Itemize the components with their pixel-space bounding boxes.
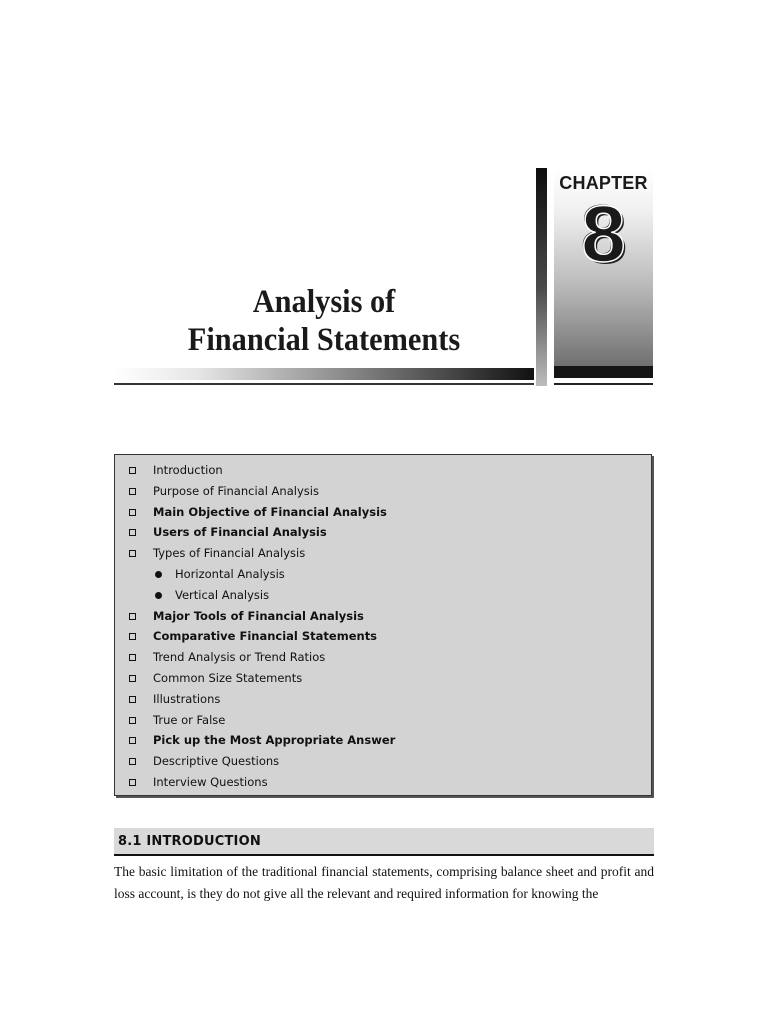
title-thin-rule: [114, 383, 534, 385]
contents-item-label: Horizontal Analysis: [175, 566, 285, 581]
contents-item-label: Illustrations: [153, 691, 221, 706]
chapter-side-bar: [536, 168, 547, 386]
contents-item: [115, 460, 651, 481]
contents-subitem: [115, 585, 651, 606]
square-bullet-icon: [129, 613, 136, 620]
contents-item-label: Introduction: [153, 463, 223, 477]
section-heading-rule: [114, 854, 654, 856]
round-bullet-icon: [155, 592, 162, 599]
contents-item: [115, 481, 651, 502]
contents-item-label: Trend Analysis or Trend Ratios: [153, 650, 326, 665]
contents-item-label: Interview Questions: [153, 774, 268, 789]
chapter-contents-box: [114, 454, 652, 796]
chapter-panel-base: [554, 366, 653, 378]
title-gradient-rule: [114, 368, 534, 380]
square-bullet-icon: [129, 509, 136, 516]
contents-item: [115, 606, 651, 627]
contents-item-label: Types of Financial Analysis: [153, 546, 306, 561]
contents-item: [115, 522, 651, 543]
square-bullet-icon: [129, 696, 136, 703]
contents-item: [115, 689, 651, 710]
contents-item: [115, 647, 651, 668]
square-bullet-icon: [129, 737, 136, 744]
contents-item-label: Descriptive Questions: [153, 754, 280, 769]
contents-item: [115, 668, 651, 689]
contents-item: [115, 543, 651, 564]
contents-item: [115, 626, 651, 647]
chapter-title-line-2: Financial Statements: [187, 322, 461, 358]
square-bullet-icon: [129, 488, 136, 495]
contents-item-label: Pick up the Most Appropriate Answer: [153, 733, 396, 748]
chapter-underline: [554, 383, 653, 385]
square-bullet-icon: [129, 675, 136, 682]
square-bullet-icon: [129, 529, 136, 536]
contents-item: [115, 751, 651, 772]
chapter-title: [131, 283, 517, 359]
round-bullet-icon: [155, 571, 162, 578]
contents-item-label: Common Size Statements: [153, 670, 303, 685]
square-bullet-icon: [129, 758, 136, 765]
contents-item-label: Comparative Financial Statements: [153, 629, 378, 644]
contents-item-label: Vertical Analysis: [175, 587, 270, 602]
contents-subitem: [115, 564, 651, 585]
contents-item: [115, 772, 651, 793]
square-bullet-icon: [129, 633, 136, 640]
contents-item: [115, 710, 651, 731]
contents-item: [115, 502, 651, 523]
chapter-label: CHAPTER: [559, 173, 648, 193]
contents-item-label: Purpose of Financial Analysis: [153, 483, 319, 498]
square-bullet-icon: [129, 467, 136, 474]
contents-item-label: Main Objective of Financial Analysis: [153, 504, 387, 519]
contents-item: [115, 730, 651, 751]
chapter-number: 8: [581, 189, 626, 278]
square-bullet-icon: [129, 717, 136, 724]
square-bullet-icon: [129, 654, 136, 661]
chapter-title-line-1: Analysis of: [252, 284, 396, 320]
contents-list: [115, 455, 651, 793]
contents-item-label: Major Tools of Financial Analysis: [153, 608, 364, 623]
section-heading: 8.1 INTRODUCTION: [114, 828, 654, 854]
square-bullet-icon: [129, 779, 136, 786]
intro-paragraph: The basic limitation of the traditional financial statements, comprising balance sheet and profit and loss account, is they do not give all the relevant and required information for knowing the: [114, 864, 654, 901]
square-bullet-icon: [129, 550, 136, 557]
contents-item-label: True or False: [153, 712, 226, 727]
contents-item-label: Users of Financial Analysis: [153, 525, 327, 540]
